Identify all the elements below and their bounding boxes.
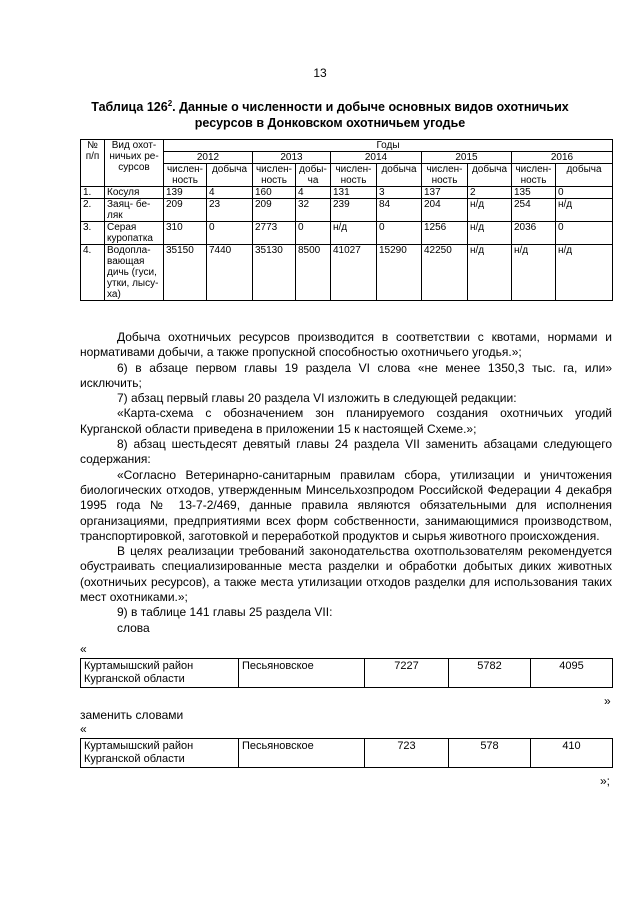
table-row [81, 187, 613, 199]
cell: 160 [253, 187, 296, 199]
cell: 0 [377, 222, 422, 245]
row-species: Заяц- бе-ляк [105, 199, 164, 222]
cell: н/д [468, 199, 512, 222]
row-species: Косуля [105, 187, 164, 199]
year-2015: 2015 [422, 152, 512, 164]
cell: 0 [296, 222, 331, 245]
cell: н/д [556, 245, 613, 301]
cell: 1256 [422, 222, 468, 245]
cell: н/д [556, 199, 613, 222]
cell: 2036 [512, 222, 556, 245]
title-line2: ресурсов в Донковском охотничьем угодье [194, 116, 466, 131]
paragraph: В целях реализации требований законодательства охотпользователям рекомендуется обустраивать специализированные места разделки и обработки добытых диких животных (охотничьих ресурсов), а также места утилизации отходов разделки для использования таких мест охотниками.»; [80, 544, 612, 605]
header-num: № п/п [81, 140, 105, 187]
sub-count: числен-ность [422, 164, 468, 187]
row-species: Серая куропатка [105, 222, 164, 245]
cell: 3 [377, 187, 422, 199]
sub-catch: добыча [377, 164, 422, 187]
sub-catch: добыча [207, 164, 253, 187]
open-quote: « [80, 642, 87, 656]
value-cell: 578 [449, 739, 531, 768]
sub-count: числен-ность [253, 164, 296, 187]
year-2016: 2016 [512, 152, 613, 164]
row-species: Водопла-вающая дичь (гуси, утки, лысу-ха) [105, 245, 164, 301]
cell: 139 [164, 187, 207, 199]
title-superscript: 2 [167, 99, 173, 108]
row-num: 3. [81, 222, 105, 245]
year-2012: 2012 [164, 152, 253, 164]
sub-catch: добыча [468, 164, 512, 187]
table-title [70, 96, 590, 131]
header-species: Вид охот-ничьих ре-сурсов [105, 140, 164, 187]
cell: 0 [556, 222, 613, 245]
title-line1-rest: . Данные о численности и добыче основных видов охотничьих [172, 100, 569, 115]
year-2013: 2013 [253, 152, 331, 164]
page-number: 13 [313, 66, 327, 80]
sub-count: числен-ность [331, 164, 377, 187]
cell: 42250 [422, 245, 468, 301]
cell: 35150 [164, 245, 207, 301]
sub-count: числен-ность [164, 164, 207, 187]
cell: 41027 [331, 245, 377, 301]
cell: 0 [207, 222, 253, 245]
cell: 137 [422, 187, 468, 199]
year-2014: 2014 [331, 152, 422, 164]
cell: 7440 [207, 245, 253, 301]
cell: 2773 [253, 222, 296, 245]
cell: 23 [207, 199, 253, 222]
paragraph: Добыча охотничьих ресурсов производится в соответствии с квотами, нормами и нормативами добычи, а также пропускной способностью охотничьего угодья.»; [80, 330, 612, 360]
cell: 239 [331, 199, 377, 222]
cell: 310 [164, 222, 207, 245]
paragraph: 7) абзац первый главы 20 раздела VI изложить в следующей редакции: [117, 391, 517, 406]
cell: 204 [422, 199, 468, 222]
replace-label: заменить словами [80, 708, 184, 722]
row-num: 4. [81, 245, 105, 301]
cell: н/д [331, 222, 377, 245]
cell: 135 [512, 187, 556, 199]
hunting-resources-table [80, 139, 613, 301]
cell: 35130 [253, 245, 296, 301]
paragraph: 9) в таблице 141 главы 25 раздела VII: [117, 605, 333, 620]
cell: 4 [207, 187, 253, 199]
row-num: 1. [81, 187, 105, 199]
name-cell: Песьяновское [239, 739, 365, 768]
cell: 254 [512, 199, 556, 222]
cell: 4 [296, 187, 331, 199]
value-cell: 5782 [449, 659, 531, 688]
sub-catch: добыча [556, 164, 613, 187]
amendment-text [80, 330, 612, 636]
value-cell: 4095 [531, 659, 613, 688]
old-row-table [80, 658, 613, 688]
cell: 209 [253, 199, 296, 222]
sub-count: числен-ность [512, 164, 556, 187]
paragraph: слова [117, 620, 150, 635]
cell: н/д [512, 245, 556, 301]
cell: 2 [468, 187, 512, 199]
close-quote-semicolon: »; [600, 774, 611, 788]
table-row [81, 739, 613, 768]
close-quote: » [604, 694, 611, 708]
cell: 0 [556, 187, 613, 199]
paragraph: «Карта-схема с обозначением зон планируемого создания охотничьих угодий Курганской области приведена в приложении 15 к настоящей Схеме.»; [80, 406, 612, 436]
table-row [81, 659, 613, 688]
value-cell: 723 [365, 739, 449, 768]
sub-catch: добы-ча [296, 164, 331, 187]
header-years: Годы [164, 140, 613, 152]
cell: 32 [296, 199, 331, 222]
paragraph: «Согласно Ветеринарно-санитарным правилам сбора, утилизации и уничтожения биологических отходов, утвержденным Минсельхозпродом Российской Федерации 4 декабря 1995 года № 13-7-2/469, данные правила являются обязательными для исполнения организациями, предприятиями всех форм собственности, занимающимися производством, транспортировкой, заготовкой и переработкой продуктов и сырья животного происхождения. [80, 467, 612, 543]
cell: 8500 [296, 245, 331, 301]
table-row [81, 245, 613, 301]
row-num: 2. [81, 199, 105, 222]
table-row [81, 199, 613, 222]
name-cell: Песьяновское [239, 659, 365, 688]
value-cell: 7227 [365, 659, 449, 688]
district-cell: Куртамышский район Курганской области [81, 739, 239, 768]
cell: н/д [468, 245, 512, 301]
cell: н/д [468, 222, 512, 245]
new-row-table [80, 738, 613, 768]
cell: 84 [377, 199, 422, 222]
value-cell: 410 [531, 739, 613, 768]
title-prefix: Таблица 126 [91, 100, 168, 115]
cell: 209 [164, 199, 207, 222]
cell: 15290 [377, 245, 422, 301]
paragraph: 8) абзац шестьдесят девятый главы 24 раздела VII заменить абзацами следующего содержания: [80, 437, 612, 467]
paragraph: 6) в абзаце первом главы 19 раздела VI слова «не менее 1350,3 тыс. га, или» исключить; [80, 360, 612, 390]
open-quote: « [80, 722, 87, 736]
cell: 131 [331, 187, 377, 199]
district-cell: Куртамышский район Курганской области [81, 659, 239, 688]
table-row [81, 222, 613, 245]
